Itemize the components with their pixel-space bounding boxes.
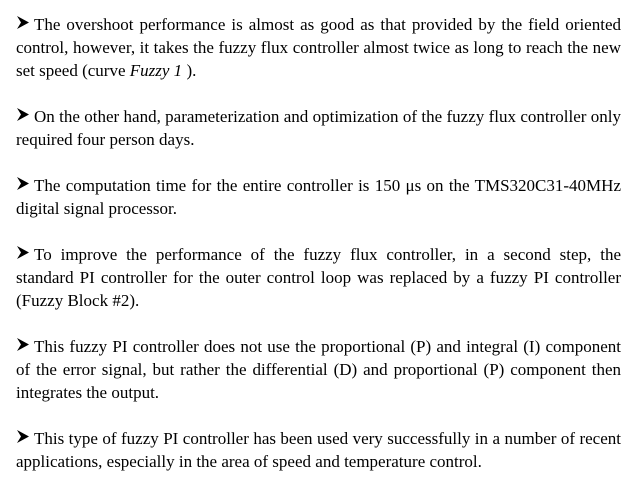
bullet-emphasis: Fuzzy 1 <box>129 61 183 80</box>
arrow-bullet-icon <box>16 108 30 121</box>
bullet-item <box>16 243 621 312</box>
arrow-bullet-icon <box>16 16 30 29</box>
bullet-text: This fuzzy PI controller does not use the proportional (P) and integral (I) component of the error signal, but rather the differential (D) and proportional (P) component then integrates the output. <box>16 337 621 402</box>
bullet-text: The computation time for the entire controller is 150 μs on the TMS320C31-40MHz digital signal processor. <box>16 176 621 218</box>
bullet-text: This type of fuzzy PI controller has been used very successfully in a number of recent applications, especially in the area of speed and temperature control. <box>16 429 621 471</box>
arrow-bullet-icon <box>16 177 30 190</box>
bullet-item <box>16 174 621 220</box>
bullet-item <box>16 105 621 151</box>
arrow-bullet-icon <box>16 246 30 259</box>
bullet-text-tail: ). <box>182 61 197 80</box>
bullet-item <box>16 335 621 404</box>
arrow-bullet-icon <box>16 430 30 443</box>
bullet-text: The overshoot performance is almost as good as that provided by the field oriented control, however, it takes the fuzzy flux controller almost twice as long to reach the new set speed (curve <box>16 15 621 80</box>
bullet-text: On the other hand, parameterization and optimization of the fuzzy flux controller only required four person days. <box>16 107 621 149</box>
slide-body <box>16 13 621 496</box>
arrow-bullet-icon <box>16 338 30 351</box>
bullet-item <box>16 427 621 473</box>
bullet-item <box>16 13 621 82</box>
bullet-text: To improve the performance of the fuzzy flux controller, in a second step, the standard PI controller for the outer control loop was replaced by a fuzzy PI controller (Fuzzy Block #2). <box>16 245 621 310</box>
